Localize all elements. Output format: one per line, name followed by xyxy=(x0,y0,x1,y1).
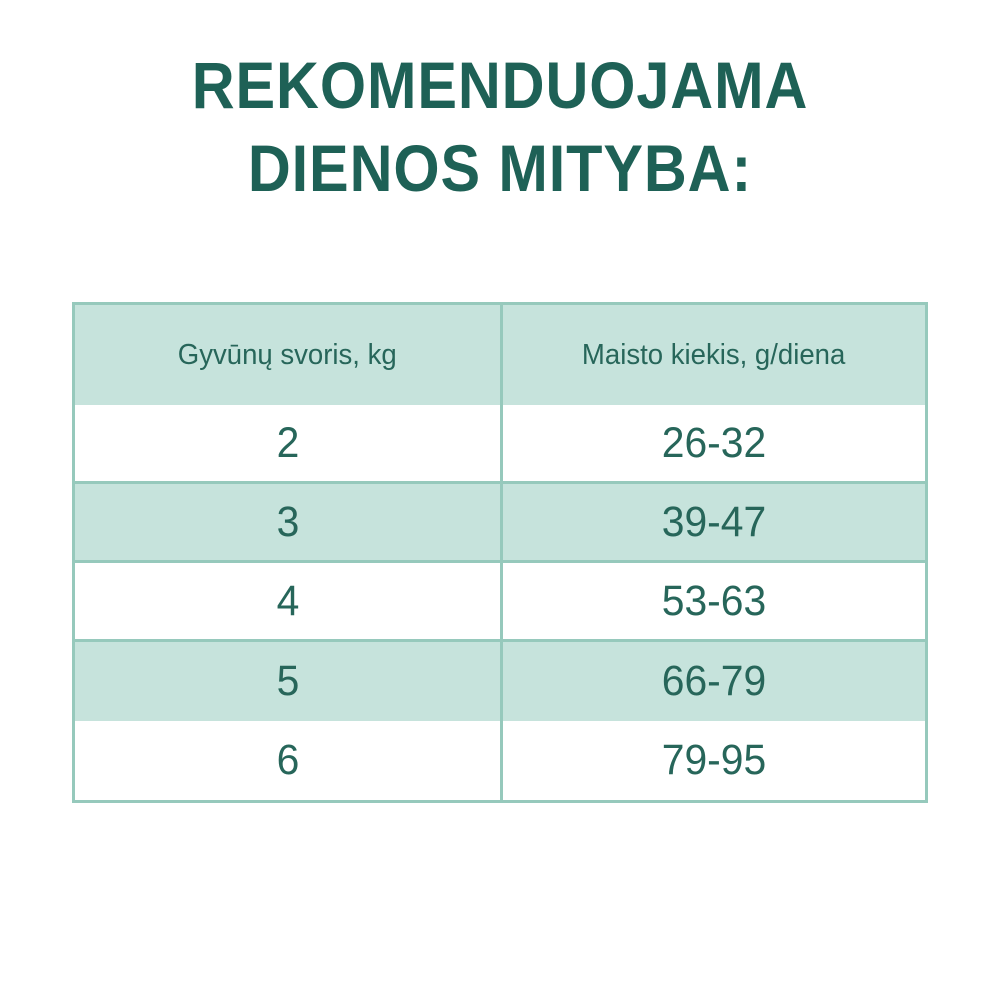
amount-value: 66-79 xyxy=(661,657,767,705)
weight-cell xyxy=(75,721,503,800)
weight-cell xyxy=(75,642,503,721)
amount-cell xyxy=(503,721,925,800)
table-row xyxy=(75,484,925,563)
feeding-table xyxy=(72,302,928,803)
weight-cell xyxy=(75,563,503,639)
weight-value: 4 xyxy=(276,576,299,625)
weight-cell xyxy=(75,484,503,560)
column-header-weight xyxy=(75,305,503,405)
amount-value: 39-47 xyxy=(661,497,767,546)
weight-value: 5 xyxy=(276,657,299,705)
amount-cell xyxy=(503,405,925,481)
table-row xyxy=(75,642,925,721)
table-row xyxy=(75,721,925,800)
column-header-amount-label: Maisto kiekis, g/diena xyxy=(582,338,846,371)
title-line-2: DIENOS MITYBA: xyxy=(247,130,753,205)
amount-value: 53-63 xyxy=(661,576,767,625)
table-row xyxy=(75,405,925,484)
table-row xyxy=(75,563,925,642)
table-header-row xyxy=(75,305,925,405)
weight-cell xyxy=(75,405,503,481)
amount-value: 26-32 xyxy=(661,418,767,467)
weight-value: 2 xyxy=(276,418,299,467)
column-header-amount xyxy=(503,305,925,405)
amount-cell xyxy=(503,484,925,560)
amount-cell xyxy=(503,563,925,639)
amount-value: 79-95 xyxy=(661,736,767,784)
page-title xyxy=(50,44,950,209)
weight-value: 6 xyxy=(276,736,299,784)
column-header-weight-label: Gyvūnų svoris, kg xyxy=(178,338,397,371)
title-line-1: REKOMENDUOJAMA xyxy=(191,48,809,122)
amount-cell xyxy=(503,642,925,721)
weight-value: 3 xyxy=(276,497,299,546)
